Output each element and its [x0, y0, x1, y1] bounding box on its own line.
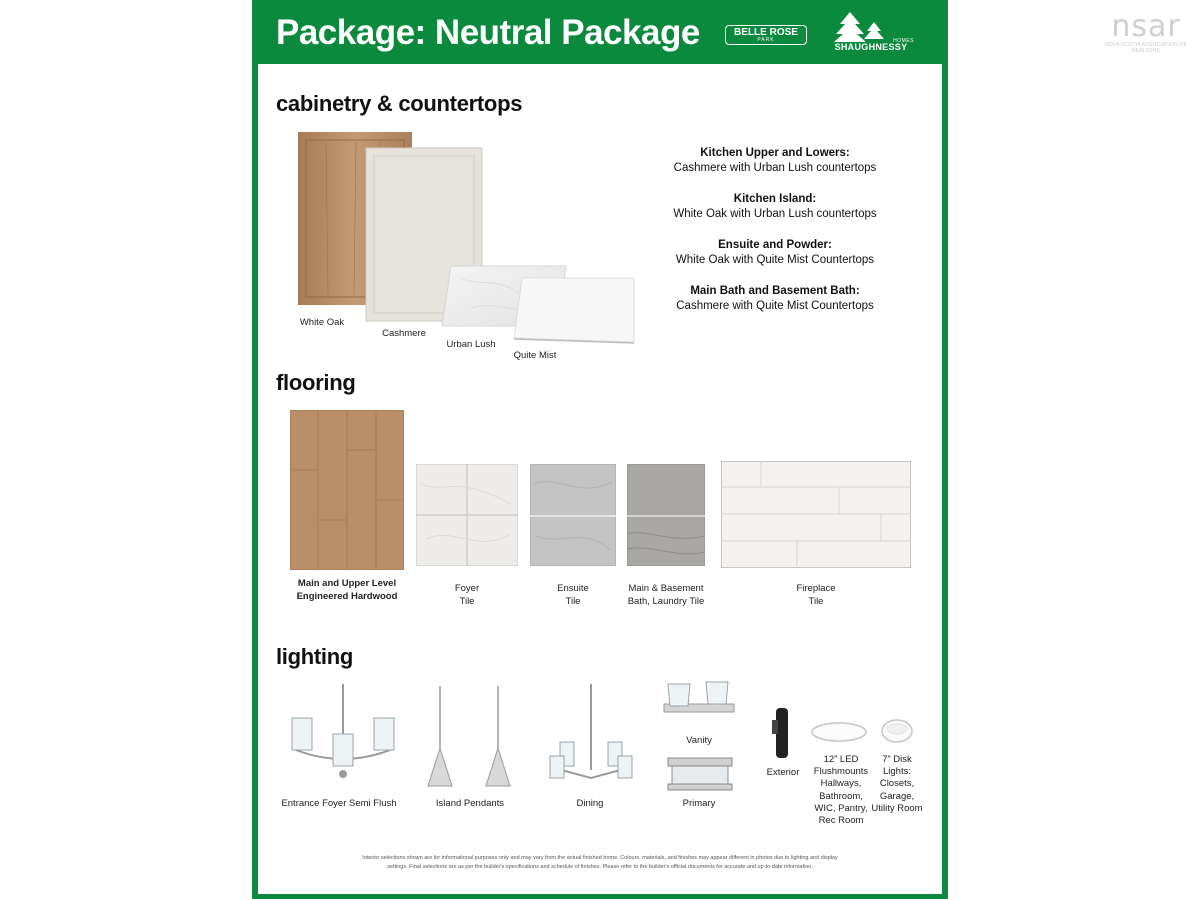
fireplace-tile-swatch	[721, 461, 911, 568]
label-line: Closets,	[879, 778, 915, 790]
swatch-label-quite-mist: Quite Mist	[513, 350, 557, 361]
spec-label: Main Bath and Basement Bath:	[690, 285, 860, 297]
disclaimer-line: Interior selections shown are for informational purposes only and may vary from the actual finished home. Colours, materials, and finishes may appear different in photos due to lighting and display	[362, 855, 838, 861]
package-board	[252, 0, 948, 899]
lighting-label-dining: Dining	[576, 798, 604, 809]
foyer-tile-swatch	[416, 464, 518, 566]
spec-label: Kitchen Upper and Lowers:	[700, 147, 850, 159]
disclaimer-line: settings. Final selections are as per the builder's specifications and schedule of finishes. Please refer to the builder's official documents for accurate and up-to-date information.	[387, 864, 813, 870]
flooring-label-foyer	[426, 582, 508, 608]
vanity-light-icon	[660, 678, 738, 720]
spec-ensuite-powder	[670, 238, 880, 268]
lighting-label-primary: Primary	[682, 798, 716, 809]
label-line: Tile	[565, 596, 581, 607]
lighting-label-exterior: Exterior	[766, 767, 800, 778]
spec-value: Cashmere with Quite Mist Countertops	[676, 300, 874, 312]
flooring-label-main-basement	[614, 582, 718, 608]
spec-value: White Oak with Urban Lush countertops	[673, 208, 877, 220]
builder-homes: HOMES	[893, 38, 914, 44]
label-line: Tile	[459, 596, 475, 607]
label-line: Rec Room	[818, 815, 864, 827]
page-title: Package: Neutral Package	[276, 13, 700, 52]
label-line: Bath, Laundry Tile	[627, 596, 705, 607]
label-line: 7” Disk	[882, 754, 912, 765]
lighting-label-led-flushmounts	[808, 754, 874, 827]
lighting-label-disk-lights	[870, 754, 924, 815]
label-line: Garage,	[879, 790, 915, 802]
label-line: 12” LED	[823, 754, 859, 765]
disclaimer	[318, 854, 882, 872]
label-line: Fireplace	[796, 583, 836, 594]
exterior-light-icon	[768, 704, 796, 764]
label-line: Utility Room	[871, 802, 923, 814]
lighting-label-island-pendants: Island Pendants	[435, 798, 505, 809]
spec-kitchen-upper-lowers	[670, 146, 880, 176]
builder-name: SHAUGHNESSY	[834, 42, 908, 52]
label-line: Main and Upper Level	[297, 578, 397, 589]
shaughnessy-logo	[824, 12, 918, 54]
flooring-label-fireplace	[766, 582, 866, 608]
swatch-label-urban-lush: Urban Lush	[446, 339, 496, 350]
cabinetry-swatches	[296, 128, 674, 344]
led-flushmount-icon	[810, 720, 868, 744]
header	[252, 0, 948, 64]
label-line: Engineered Hardwood	[296, 591, 398, 602]
cabinetry-title: cabinetry & countertops	[276, 91, 523, 116]
quite-mist-counter	[514, 278, 634, 343]
swatch-label-white-oak: White Oak	[299, 317, 345, 328]
spec-label: Ensuite and Powder:	[718, 239, 832, 251]
nsar-subtitle: NOVA SCOTIA ASSOCIATION OF REALTORS	[1105, 42, 1187, 54]
spec-value: White Oak with Quite Mist Countertops	[675, 254, 875, 266]
belle-rose-park: PARK	[757, 37, 775, 43]
label-line: WIC, Pantry,	[814, 802, 868, 814]
belle-rose-name: BELLE ROSE	[734, 27, 798, 38]
flooring-title: flooring	[276, 370, 356, 395]
primary-light-icon	[666, 754, 734, 794]
lighting-label-vanity: Vanity	[686, 735, 712, 746]
disk-light-icon	[880, 718, 914, 744]
label-line: Main & Basement	[628, 583, 704, 594]
swatch-label-cashmere: Cashmere	[382, 328, 426, 339]
lighting-label-semi-flush: Entrance Foyer Semi Flush	[281, 798, 397, 809]
spec-value: Cashmere with Urban Lush countertops	[673, 162, 877, 174]
flooring-label-ensuite	[530, 582, 616, 608]
label-line: Tile	[808, 596, 824, 607]
ensuite-tile-swatch	[530, 464, 616, 566]
label-line: Flushmounts	[813, 766, 869, 778]
flooring-label-hardwood	[282, 577, 412, 603]
dining-light-icon	[546, 684, 636, 784]
island-pendants-icon	[424, 684, 514, 792]
label-line: Lights:	[883, 766, 911, 778]
main-basement-tile-swatch	[627, 464, 705, 566]
spec-main-basement-bath	[670, 284, 880, 314]
belle-rose-logo	[725, 25, 807, 45]
semi-flush-light-icon	[288, 684, 398, 784]
label-line: Foyer	[454, 583, 480, 594]
hardwood-swatch	[290, 410, 404, 570]
spec-kitchen-island	[670, 192, 880, 222]
content-panel	[258, 64, 942, 894]
label-line: Hallways,	[820, 778, 862, 790]
label-line: Bathroom,	[819, 790, 863, 802]
spec-label: Kitchen Island:	[733, 193, 817, 205]
nsar-logo: nsar	[1111, 9, 1181, 44]
label-line: Ensuite	[557, 583, 589, 594]
nsar-watermark	[1098, 9, 1194, 60]
lighting-title: lighting	[276, 644, 354, 669]
